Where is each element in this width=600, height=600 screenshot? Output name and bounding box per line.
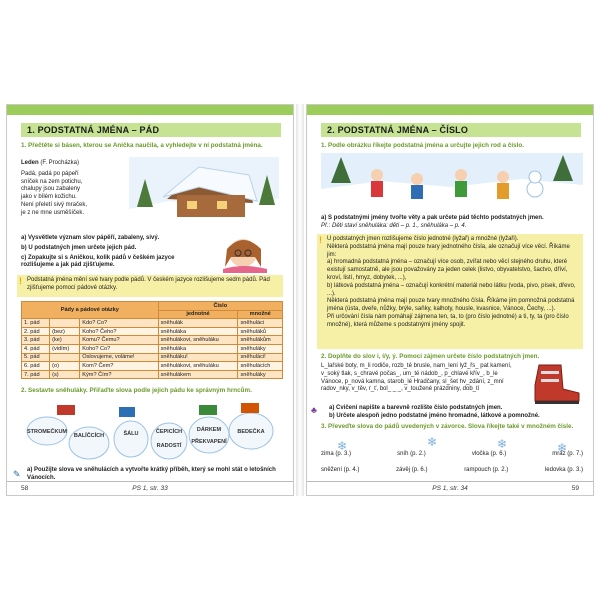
poem-line: jako v bílém kožichu. (21, 194, 77, 201)
table-row: 7. pád (s) Kým? Čím? sněhulákem sněhuláky (22, 370, 283, 379)
table-header-number: Číslo (158, 302, 282, 311)
questions (21, 235, 199, 270)
task-2b: b) Určete alespoň jedno podstatné jméno hromadné, látkové a pomnožné. (329, 412, 540, 419)
left-page (6, 104, 294, 496)
workbook-reference: PS 1, str. 33 (132, 485, 168, 492)
table-header-cases: Pády a pádové otázky (22, 302, 159, 319)
table-row: 3. pád (ke) Komu? Čemu? sněhulákovi, sněhuláku sněhulákům (22, 336, 283, 345)
question-c: c) Zopakujte si s Aničkou, kolik pádů v češkém jazyce rozlišujeme a jak pád zjišťujeme. (21, 254, 175, 269)
note-text: Některá podstatná jména mají pouze tvary jednotného čísla, ale označují více věcí. Říkáme jim: (327, 243, 570, 258)
task-1: 1. Přečtěte si básen, kterou se Anička naučila, a vyhledejte v ní podstatná jména. (21, 142, 263, 149)
table-row: 5. pád Oslovujeme, voláme! sněhuláku! sněhuláci! (22, 353, 283, 362)
page-title: 2. PODSTATNÁ JMÉNA – ČÍSLO (321, 123, 581, 137)
word-item: mráz (p. 7.) (552, 451, 583, 457)
workbook-reference: PS 1, str. 34 (432, 485, 468, 492)
page-number: 59 (571, 485, 579, 492)
winter-children-illustration (321, 153, 583, 213)
page-footer (307, 481, 593, 495)
snowman-word: ČEPICÍCH (155, 429, 183, 435)
ski-boot-illustration (525, 361, 583, 405)
question-b: b) U podstatných jmen určete jejich pád. (21, 244, 137, 251)
poem-line: chalupy jsou zabaleny (21, 186, 81, 193)
word-item: sněžení (p. 4.) (321, 466, 360, 473)
fill-in-text: L_lařské boty, m_li rodiče, rozb_té brusle, nam_lení lyž_řs_ pat kamení, v_soký tlak, s_chravé počas_, um_té nádob_, p_chlavé křív_, b_le Vánoce, p_nová kamna, starob_lé Hradčany, sl_šet hv_zdání, z_mní radov_nky, v_těv, r_ť, bol_ _ _, v_toužené prázdniny, dob_tí (321, 363, 512, 393)
note-text: U podstatných jmen rozlišujeme číslo jednotné (lyžař) a množné (lyžaři). (327, 236, 519, 242)
poem-line: je z ne mne usměšíček. (21, 209, 85, 216)
task-2-subtasks (329, 405, 583, 421)
snowman-word: PŘEKVAPENÍ (191, 439, 227, 445)
table-row: 2. pád (bez) Koho? Čeho? sněhuláka sněhuláků (22, 327, 283, 336)
word-item: sníh (p. 2.) (397, 451, 426, 457)
case-table (21, 301, 283, 379)
table-row: 6. pád (o) Kom? Čem? sněhulákovi, sněhuláku sněhulácích (22, 362, 283, 371)
snowman-word: RADOSTÍ (156, 443, 182, 449)
table-row: 4. pád (vidím) Koho? Co? sněhuláka sněhuláky (22, 344, 283, 353)
book-gutter (296, 104, 304, 496)
snowflake-icon: ❄ (557, 441, 568, 455)
task-1: 1. Podle obrázku říkejte podstatná jména a určujte jejich rod a číslo. (321, 142, 524, 149)
word-item: závěj (p. 6.) (396, 466, 428, 473)
word-row (321, 451, 583, 459)
note-text: b) látková podstatná jména – označují konkrétní materiál nebo látku (voda, pivo, písek, dřevo, ...). (327, 282, 576, 297)
snowman-word: BEDEČKA (237, 429, 265, 435)
snowman-word: DÁRKEM (196, 427, 222, 433)
page-footer (7, 481, 293, 495)
poem-title: Leden (21, 160, 39, 166)
winter-cottage-illustration (129, 157, 279, 227)
word-item: zima (p. 3.) (321, 451, 352, 457)
table-header-plural: množné (238, 310, 283, 319)
snowflake-icon: ❄ (337, 439, 348, 453)
note-text: Některá podstatná jména mají pouze tvary množného čísla. Říkáme jim pomnožná podstatná jména (ústa, dveře, nůžky, brýle, saňky, kalhoty, housle, kvasnice, Vánoce, Čechy, ...). (327, 298, 575, 313)
poem-line: sníček na zem potichu, (21, 178, 83, 185)
poem (21, 160, 126, 218)
note-text: Podstatná jména mění své tvary podle pádů. V českém jazyce rozlišujeme sedm pádů. Pád zjišťujeme pomocí pádové otázky. (27, 277, 270, 291)
task-2a: a) Použijte slova ve sněhulácích a vytvořte krátký příběh, který se mohl stát o letošních Vánocích. (27, 467, 276, 481)
girl-illustration (203, 227, 283, 273)
example-sentence: Př.: Děti staví sněhuláka: děti – p. 1., sněhuláka – p. 4. (321, 222, 467, 229)
word-grid (321, 451, 583, 475)
snowflake-icon: ❄ (497, 437, 508, 451)
page-number: 58 (21, 485, 29, 492)
right-page (306, 104, 594, 496)
question-a: a) S podstatnými jmény tvořte věty a pak určete pád těchto podstatných jmen. (321, 215, 544, 221)
note-text: a) hromadná podstatná jména – označují více osob, zvířat nebo věcí stejného druhu, které existují samostatně, ale jsou považovány za jeden celek (listvo, obyvatelstvo, šactvo, dříví, kroví, listí, hmyz, dobytek, ...), (327, 259, 568, 281)
top-strip (7, 105, 293, 115)
question-a-block (321, 215, 583, 231)
pencil-icon: ✎ (13, 469, 21, 479)
snowflake-icon: ❄ (427, 435, 438, 449)
snowman-word: STROMEČKUM (26, 429, 68, 435)
exclamation-icon: ! (19, 276, 22, 286)
grammar-note (317, 234, 583, 349)
task-3: 3. Převeďte slova do pádů uvedených v závorce. Slova říkejte také v množném čísle. (321, 423, 574, 430)
poem-line: Padá, padá po pápeří (21, 170, 79, 177)
snowmen-illustration (21, 401, 283, 465)
grammar-note (17, 275, 283, 297)
top-strip (307, 105, 593, 115)
poem-line: Není přeletí sivý mraček, (21, 201, 88, 208)
word-item: vločka (p. 6.) (471, 451, 507, 457)
page-title: 1. PODSTATNÁ JMÉNA – PÁD (21, 123, 281, 137)
snowman-word: BALÍČCÍCH (73, 433, 105, 439)
owl-icon: ♣ (311, 405, 317, 415)
word-row (321, 467, 583, 475)
note-text: Při určování čísla nám pomáhají zájmena ten, ta, to (pro číslo jednotné) a ti, ty, ta (pro číslo množné), která můžeme s podstatnými jmény spojit. (327, 313, 569, 328)
word-item: rampouch (p. 2.) (464, 466, 509, 473)
poem-author: (F. Procházka) (40, 160, 80, 166)
snowman-word: ŠÁLU (123, 431, 139, 437)
table-row: 1. pád Kdo? Co? sněhulák sněhuláci (22, 319, 283, 328)
question-a: a) Vysvětlete význam slov pápěří, zabaleny, sivý. (21, 235, 160, 241)
table-header-singular: jednotné (158, 310, 238, 319)
task-2: 2. Doplňte do slov i, í/y, ý. Pomocí zájmen určete číslo podstatných jmen. (321, 353, 540, 360)
exclamation-icon: ! (319, 235, 322, 245)
task-2a: a) Cvičení napište a barevně rozlište číslo podstatných jmen. (329, 405, 503, 411)
word-item: ledovka (p. 3.) (544, 466, 583, 473)
task-2: 2. Sestavte sněhuláky. Přiřaďte slova podle jejich pádu ke správným hrncům. (21, 387, 252, 394)
